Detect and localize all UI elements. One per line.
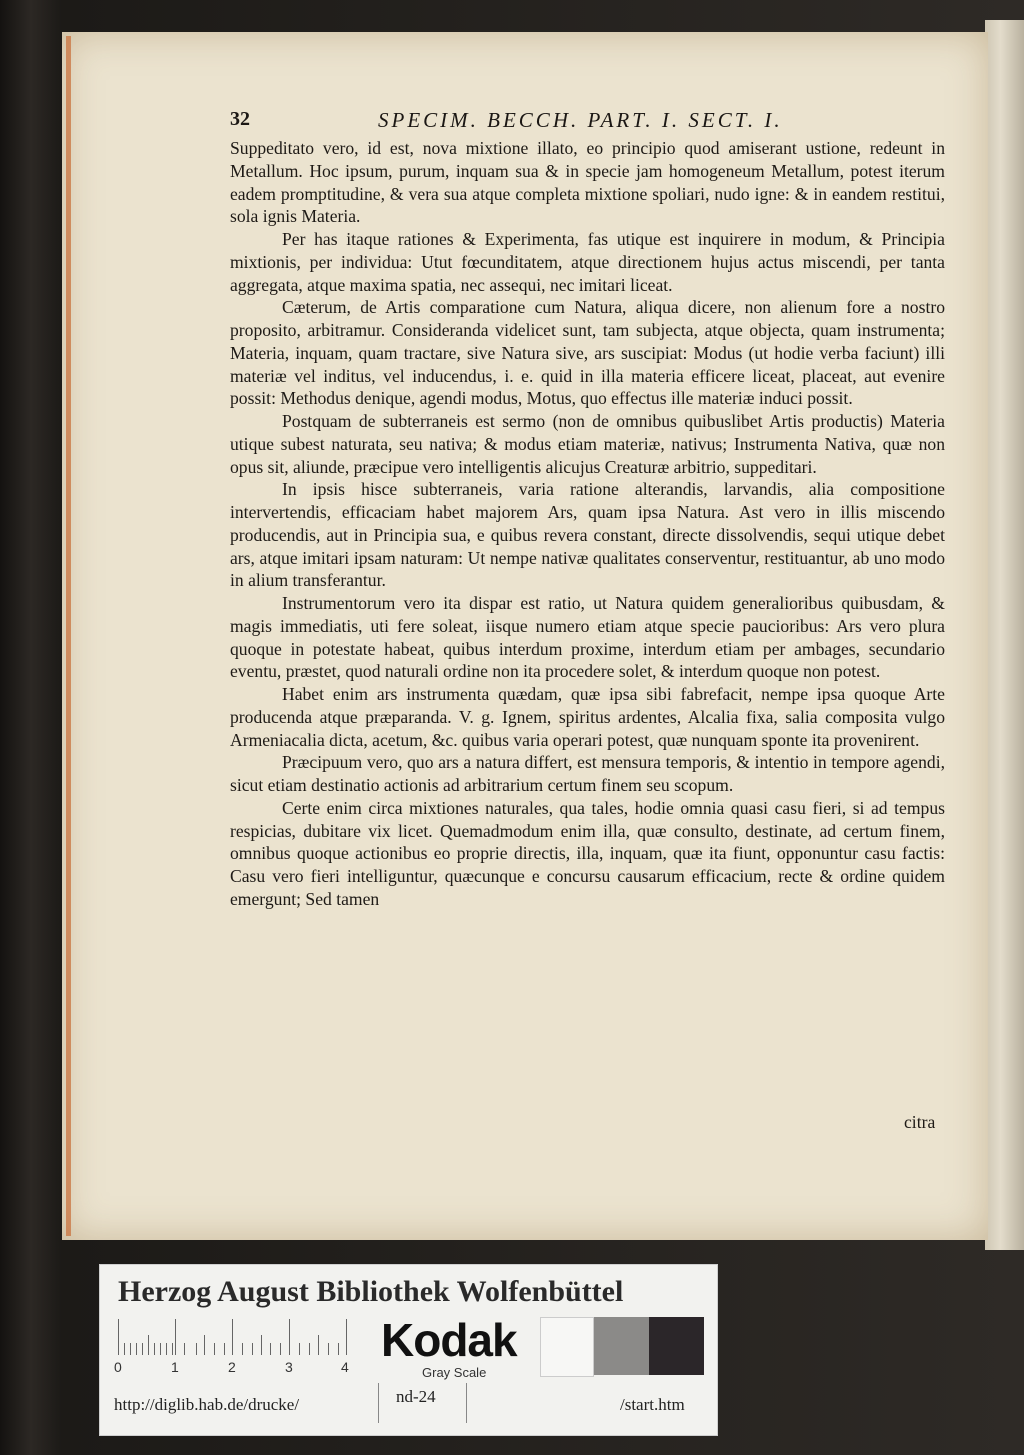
facing-page-edge (985, 20, 1024, 1250)
paragraph: Suppeditato vero, id est, nova mixtione illato, eo principio quod amiserant ustione, redeunt in Metallum. Hoc ipsum, purum, inquam sua & in specie jam homogeneum Metallum, potest iterum eadem promptitudine, & vera sua atque completa mixtione spoliari, nudo igne: & in eandem restitui, sola ignis Materia. (230, 138, 945, 227)
divider (466, 1383, 467, 1423)
url-right: /start.htm (620, 1395, 685, 1414)
running-head: SPECIM. BECCH. PART. I. SECT. I. (378, 108, 783, 132)
color-calibration-bar (99, 1264, 718, 1436)
ruler-number: 4 (341, 1359, 349, 1375)
paragraph: In ipsis hisce subterraneis, varia ratione alterandis, larvandis, alia compositione intervertendis, efficaciam habet majorem Ars, quam ipsa Natura. Ast vero in illis miscendo producendis, aut in Principia sua, e quibus revera constant, directe dissolvendis, sequi utique debet ars, atque imitari ipsam naturam: Ut nempe nativæ qualitates conserventur, restituantur, ab uno modo in alium transferantur. (230, 479, 945, 591)
gray-swatch-dark (649, 1317, 704, 1375)
gray-swatch-white (540, 1317, 594, 1377)
divider (378, 1383, 379, 1423)
ruler-number: 2 (228, 1359, 236, 1375)
scale-ruler (118, 1319, 358, 1355)
ruler-number: 3 (285, 1359, 293, 1375)
catchword: citra (904, 1112, 936, 1132)
gray-swatch-mid (594, 1317, 649, 1375)
paragraph: Postquam de subterraneis est sermo (non de omnibus quibuslibet Artis productis) Materia utique subest naturata, seu nativa; & modus etiam materiæ, nativus; Instrumenta Nativa, quæ non opus sit, aliunde, præcipue vero intelligentis alicujus Creaturæ arbitrio, suppeditari. (230, 411, 945, 477)
page-number: 32 (230, 108, 250, 130)
paragraph: Præcipuum vero, quo ars a natura differt, est mensura temporis, & intentio in tempore agendi, sicut etiam destinatio actionis ad arbitrarium certum finem seu scopum. (230, 752, 945, 795)
library-name: Herzog August Bibliothek Wolfenbüttel (118, 1275, 624, 1308)
paragraph: Certe enim circa mixtiones naturales, qua tales, hodie omnia quasi casu fieri, si ad tempus respicias, dubitare vix licet. Quemadmodum enim illa, quæ consulto, destinate, ad certum finem, omnibus quoque actionibus eo proprie directis, illa, inquam, quæ ita fiunt, opponuntur casu factis: Casu vero fieri intelliguntur, quæcunque e concursu causarum efficacium, recte & ordine quidem emergunt; Sed tamen (230, 797, 945, 909)
shelfmark: nd-24 (396, 1387, 436, 1406)
gray-scale-label: Gray Scale (422, 1365, 487, 1380)
paragraph: Per has itaque rationes & Experimenta, fas utique est inquirere in modum, & Principia mixtionis, per individua: Utut fœcunditatem, atque directionem hujus actus miscendi, per tanta aggregata, atque maxima spatia, nec assequi, nec imitari liceat. (230, 229, 945, 295)
url-left: http://diglib.hab.de/drucke/ (114, 1395, 300, 1414)
kodak-logo: Kodak (381, 1314, 517, 1366)
ruler-number: 0 (114, 1359, 122, 1375)
page-red-edge (66, 36, 71, 1236)
body-text (230, 137, 945, 911)
paragraph: Cæterum, de Artis comparatione cum Natura, aliqua dicere, non alienum fore a nostro proposito, arbitramur. Considerandа videlicet sunt, tam subjecta, atque objecta, quam instrumenta; Materia, inquam, quam tractare, sive Natura sive, ars suscipiat: Modus (ut hodie verba faciunt) illi materiæ vel inditus, vel inducendus, i. e. quid in illa materia efficere liceat, placeat, aut evenire possit: Methodus denique, agendi modus, Motus, quo effectus ille materiæ induci possit. (230, 297, 945, 409)
paragraph: Habet enim ars instrumenta quædam, quæ ipsa sibi fabrefacit, nempe ipsa quoque Arte producenda atque præparanda. V. g. Ignem, spiritus ardentes, Alcalia fixa, salia composita vulgo Armeniacalia dicta, acetum, &c. quibus varia operari potest, quæ nunquam sponte ita provenirent. (230, 684, 945, 750)
page-header (230, 108, 970, 138)
paragraph: Instrumentorum vero ita dispar est ratio, ut Natura quidem generalioribus quibusdam, & magis immediatis, uti fere soleat, iisque numero etiam atque specie paucioribus: Ars vero plura quoque in potestate habeat, quibus interdum proxime, interdum etiam per ambages, secundario eventu, præstet, quod naturali ordine non ita procedere solet, & interdum quoque non potest. (230, 593, 945, 682)
ruler-number: 1 (171, 1359, 179, 1375)
